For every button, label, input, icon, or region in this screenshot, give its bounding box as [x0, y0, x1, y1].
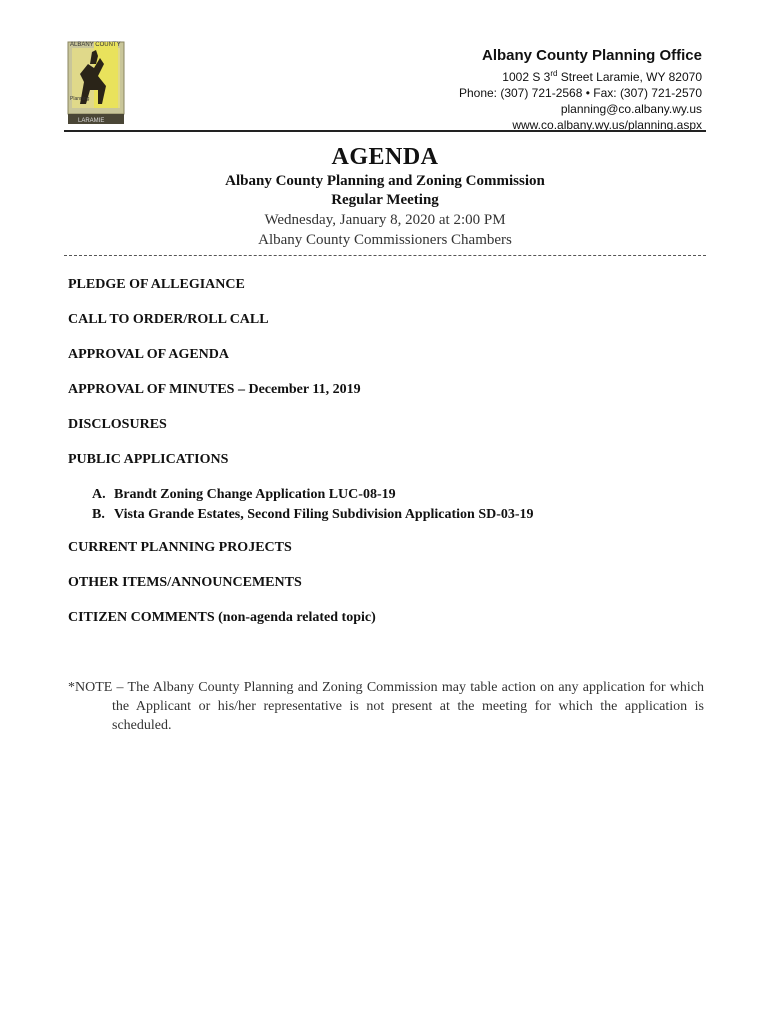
logo-tag-text: Planning: [70, 96, 90, 102]
commission-name: Albany County Planning and Zoning Commission: [225, 173, 545, 189]
address-number: 1002 S 3: [502, 70, 551, 84]
office-email: planning@co.albany.wy.us: [560, 102, 702, 116]
meeting-location: Albany County Commissioners Chambers: [258, 232, 512, 248]
item-call-to-order: CALL TO ORDER/ROLL CALL: [68, 312, 269, 327]
item-approval-minutes: APPROVAL OF MINUTES – December 11, 2019: [68, 382, 361, 397]
office-address: [459, 66, 702, 85]
item-other-items: OTHER ITEMS/ANNOUNCEMENTS: [68, 575, 302, 590]
application-letter: A.: [92, 487, 106, 502]
footnote: *NOTE – The Albany County Planning and Zoning Commission may table action on any application for which the Applicant or his/her representative is not present at the meeting for which the application is scheduled.: [68, 680, 704, 733]
section-divider: [64, 255, 706, 256]
office-website: www.co.albany.wy.us/planning.aspx: [512, 118, 702, 132]
application-text: Vista Grande Estates, Second Filing Subdivision Application SD-03-19: [114, 507, 534, 522]
agenda-title: AGENDA: [331, 144, 439, 170]
office-contact-block: [459, 46, 702, 133]
application-item: [92, 506, 534, 524]
item-citizen-comments: CITIZEN COMMENTS (non-agenda related topic): [68, 610, 376, 625]
office-phone: Phone: (307) 721-2568 • Fax: (307) 721-2570: [458, 86, 702, 100]
meeting-date-time: Wednesday, January 8, 2020 at 2:00 PM: [264, 212, 506, 228]
agenda-heading: [0, 142, 770, 250]
county-logo: [64, 34, 128, 126]
logo-base-text: LARAMIE: [78, 118, 105, 124]
header-rule: [64, 130, 706, 132]
item-pledge: PLEDGE OF ALLEGIANCE: [68, 277, 245, 292]
application-item: [92, 486, 396, 504]
meeting-type: Regular Meeting: [331, 192, 439, 208]
application-text: Brandt Zoning Change Application LUC-08-19: [114, 487, 396, 502]
item-public-applications: PUBLIC APPLICATIONS: [68, 452, 229, 467]
address-street: Street Laramie, WY 82070: [557, 70, 702, 84]
item-current-projects: CURRENT PLANNING PROJECTS: [68, 540, 292, 555]
item-disclosures: DISCLOSURES: [68, 417, 167, 432]
office-title: Albany County Planning Office: [481, 47, 702, 64]
application-letter: B.: [92, 507, 105, 522]
item-approval-agenda: APPROVAL OF AGENDA: [68, 347, 230, 362]
address-superscript: rd: [550, 69, 558, 78]
logo-arc-text: ALBANY COUNTY: [70, 42, 121, 48]
